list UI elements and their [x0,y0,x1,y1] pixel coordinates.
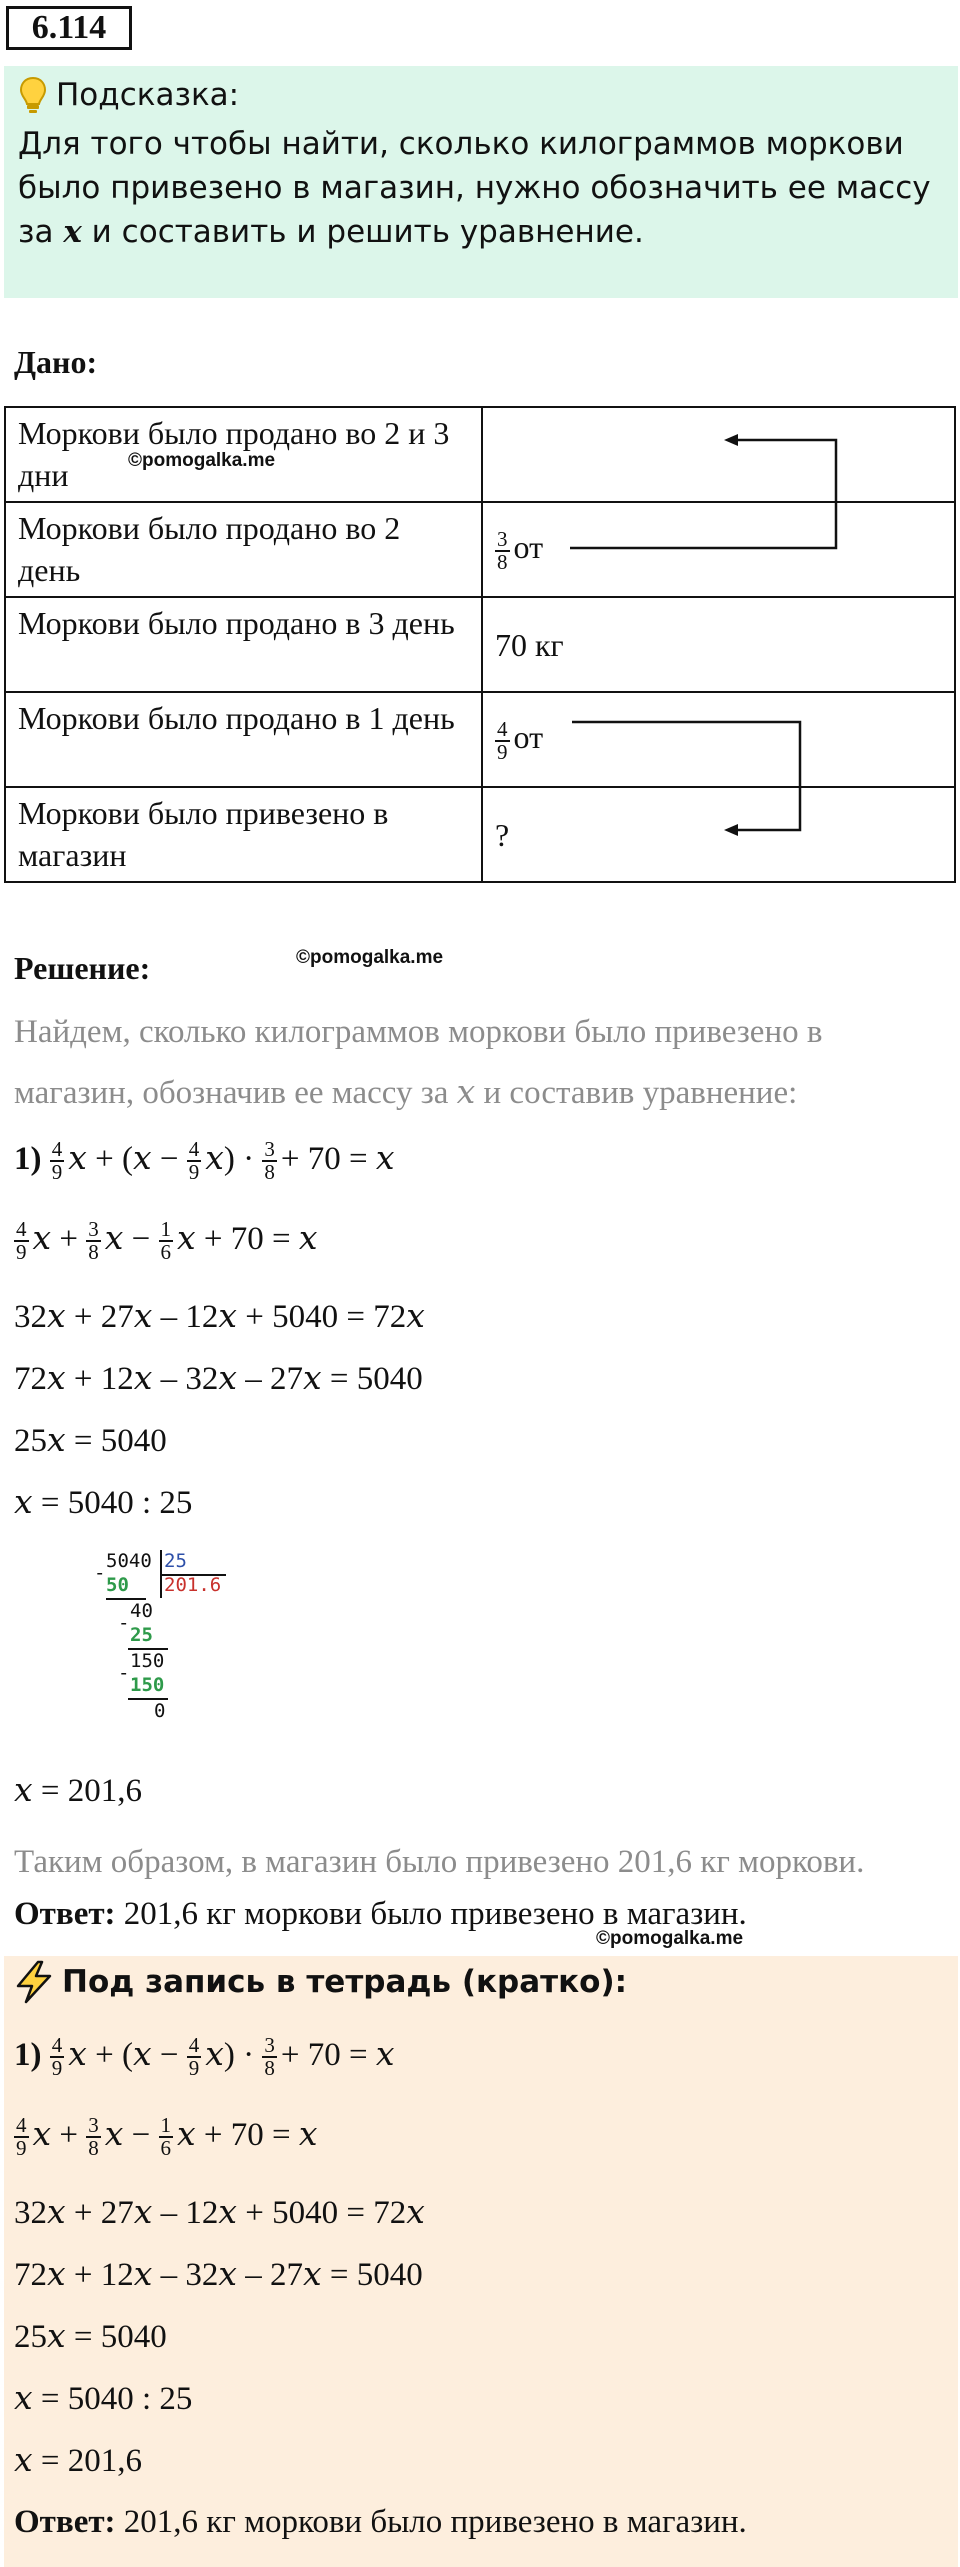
equation-2: $\frac{4}{9}$ x + $\frac{3}{8}$ x − $\frac{1}{6}$ x + 70 = x [16,1217,318,1265]
given-heading: Дано: [14,344,98,380]
division-step: 25 [130,1624,153,1646]
given-row-value: ? [482,787,955,882]
conclusion: Таким образом, в магазин было привезено 201,6 кг моркови. [14,1844,865,1880]
division-remainder: 40 [130,1600,153,1622]
division-quotient: 201.6 [164,1574,222,1596]
problem-number: 6.114 [6,6,132,50]
solution-intro: Найдем, сколько килограммов моркови было привезено в магазин, обозначив ее массу за x и составив уравнение: [14,1014,823,1111]
equation-3: 32x + 27x – 12x + 5040 = 72x [14,1296,425,1335]
division-minus: - [118,1662,130,1684]
fraction: $\frac{3}{8}$ [497,526,508,574]
division-minus: - [118,1612,130,1634]
solution-heading: Решение: [14,950,151,986]
answer: Ответ: 201,6 кг моркови было привезено в магазин. [14,1896,747,1932]
equation-6: x = 5040 : 25 [14,1482,193,1521]
nb-equation-6: x = 5040 : 25 [14,2378,193,2417]
nb-equation-5: 25x = 5040 [14,2316,167,2355]
given-row-label: Моркови было продано в 3 день [5,597,482,692]
given-row-label: Моркови было продано во 2 и 3 дни [5,407,482,502]
hint-header [18,72,944,118]
nb-equation-4: 72x + 12x – 32x – 27x = 5040 [14,2254,423,2293]
long-division [92,1550,242,1750]
division-step: 50 [106,1574,129,1596]
division-remainder: 0 [154,1700,166,1722]
hint-title: Подсказка: [56,77,240,113]
hint-box [4,66,958,298]
nb-answer: Ответ: 201,6 кг моркови было привезено в магазин. [14,2504,747,2540]
division-step: 150 [130,1674,165,1696]
nb-equation-1: 1) $\frac{4}{9}$ x + (x − $\frac{4}{9}$ x) · $\frac{3}{8}$ + 70 = x [14,2033,395,2081]
hint-text-4: обозначить ее массу за [18,170,931,250]
division-remainder: 150 [130,1650,165,1672]
equation-4: 72x + 12x – 32x – 27x = 5040 [14,1358,423,1397]
equation-5: 25x = 5040 [14,1420,167,1459]
notebook-header [14,1960,627,2004]
hint-text-2: сколько килограммов моркови было привезено в магазин [18,126,904,206]
lightning-icon [14,1960,54,2004]
given-row-label: Моркови было продано во 2 день [5,502,482,597]
hint-text-5: и составить и решить уравнение. [81,214,644,250]
nb-equation-7: x = 201,6 [14,2440,142,2479]
equation-1: 1) $\frac{4}{9}$ x + (x − $\frac{4}{9}$ x) · $\frac{3}{8}$ + 70 = x [14,1137,395,1185]
lightbulb-icon [18,75,48,115]
watermark: ©pomogalka.me [128,450,276,471]
given-row-label: Моркови было привезено в магазин [5,787,482,882]
watermark: ©pomogalka.me [596,1928,744,1949]
equation-7: x = 201,6 [14,1770,142,1809]
hint-text-3: , нужно [455,170,591,206]
watermark: ©pomogalka.me [296,947,444,968]
hint-text [18,122,944,254]
hint-text-1: Для того чтобы найти, [18,126,399,162]
nb-equation-3: 32x + 27x – 12x + 5040 = 72x [14,2192,425,2231]
division-dividend: 5040 [106,1550,152,1572]
division-divisor: 25 [164,1550,187,1572]
arrow-icon [480,406,960,886]
hint-variable: x [63,214,82,250]
fraction: $\frac{4}{9}$ [497,716,508,764]
given-row-label: Моркови было продано в 1 день [5,692,482,787]
division-minus: - [94,1562,106,1584]
given-row-value: $\frac{3}{8}$ от [482,502,955,597]
nb-equation-2: $\frac{4}{9}$ x + $\frac{3}{8}$ x − $\frac{1}{6}$ x + 70 = x [16,2113,318,2161]
given-row-value: 70 кг [482,597,955,692]
notebook-title: Под запись в тетрадь (кратко): [62,1964,628,2000]
given-row-value: $\frac{4}{9}$ от [482,692,955,787]
